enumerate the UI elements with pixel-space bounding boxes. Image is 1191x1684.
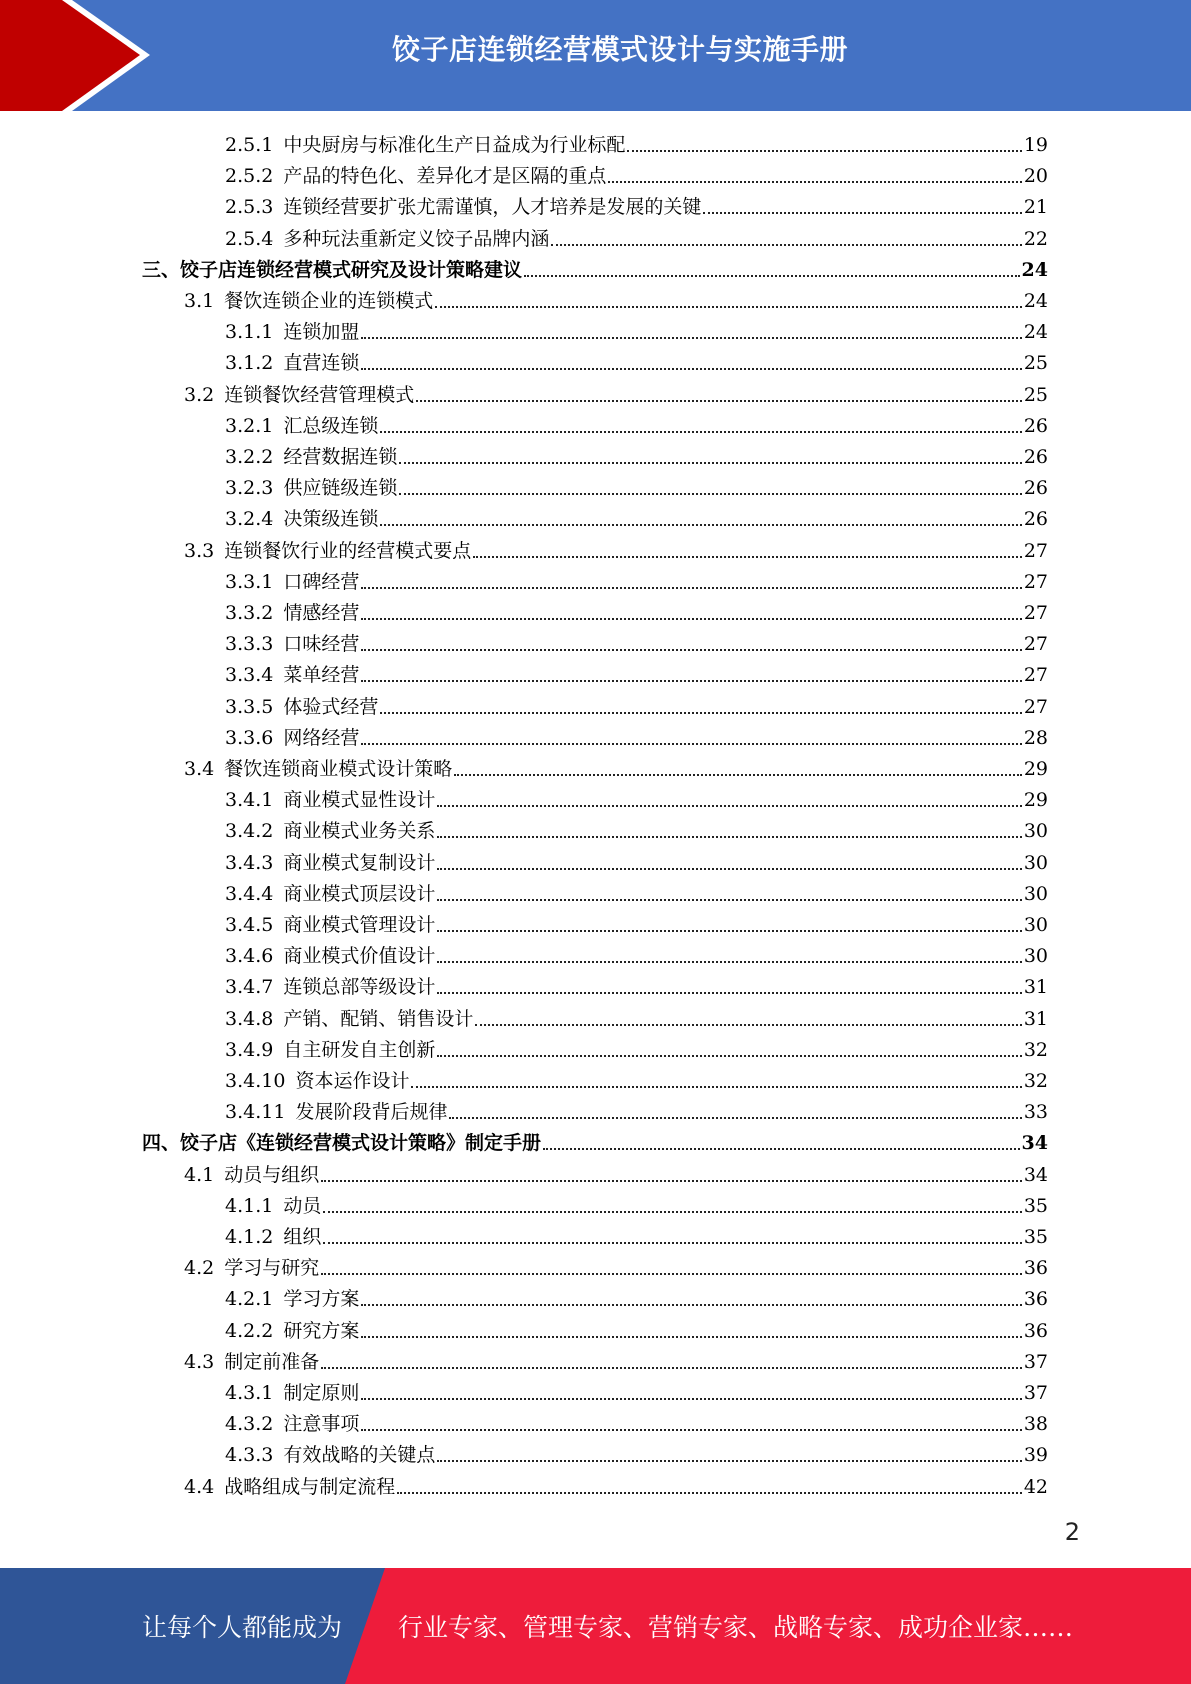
toc-dot-leader [435,306,1022,308]
toc-dot-leader [361,743,1021,745]
toc-dot-leader [361,1429,1021,1431]
toc-entry-title: 学习方案 [283,1288,360,1310]
toc-entry-number: 3.4 [184,758,215,780]
toc-entry[interactable] [225,781,1048,812]
toc-dot-leader [361,368,1021,370]
toc-dot-leader [437,836,1021,838]
toc-entry-title: 餐饮连锁企业的连锁模式 [224,290,434,312]
toc-entry-page: 32 [1023,1070,1048,1092]
toc-entry[interactable] [225,313,1048,344]
toc-entry-page: 37 [1023,1351,1048,1373]
footer-slogan-left: 让每个人都能成为 [142,1613,343,1642]
toc-entry-page: 36 [1023,1288,1048,1310]
toc-entry-title: 供应链级连锁 [283,477,398,499]
toc-dot-leader [449,1117,1021,1119]
toc-entry-title: 连锁餐饮行业的经营模式要点 [224,540,472,562]
toc-entry-title: 发展阶段背后规律 [295,1101,448,1123]
toc-dot-leader [437,961,1021,963]
footer-slogan-right: 行业专家、管理专家、营销专家、战略专家、成功企业家…… [398,1613,1074,1642]
toc-entry-number: 4.2.2 [225,1320,274,1342]
toc-entry-title: 动员 [283,1195,322,1217]
toc-entry-number: 3.1.2 [225,352,274,374]
toc-entry-page: 36 [1023,1320,1048,1342]
toc-dot-leader [437,899,1021,901]
toc-entry-title: 连锁餐饮经营管理模式 [224,384,415,406]
toc-entry-title: 连锁经营要扩张尤需谨慎，人才培养是发展的关键 [283,196,702,218]
toc-entry-title: 网络经营 [283,727,360,749]
toc-entry-title: 战略组成与制定流程 [224,1476,396,1498]
toc-entry-number: 4.1.1 [225,1195,274,1217]
toc-entry-title: 研究方案 [283,1320,360,1342]
toc-entry-page: 27 [1023,571,1048,593]
toc-dot-leader [321,1180,1022,1182]
toc-entry-title: 菜单经营 [283,664,360,686]
page-header [0,0,1191,111]
toc-entry-number: 3.4.1 [225,789,274,811]
toc-entry-number: 3.4.7 [225,976,274,998]
toc-entry-title: 注意事项 [283,1413,360,1435]
toc-dot-leader [397,1492,1022,1494]
toc-dot-leader [361,618,1021,620]
toc-entry-page: 25 [1023,352,1048,374]
toc-entry[interactable] [225,1312,1048,1343]
toc-entry-page: 26 [1023,415,1048,437]
toc-entry-page: 31 [1023,1008,1048,1030]
toc-entry[interactable] [184,376,1048,407]
toc-entry-title: 商业模式管理设计 [283,914,436,936]
toc-dot-leader [475,1024,1021,1026]
toc-entry-page: 31 [1023,976,1048,998]
toc-entry-page: 39 [1023,1444,1048,1466]
toc-entry-number: 2.5.1 [225,134,274,156]
toc-entry[interactable] [184,750,1048,781]
toc-dot-leader [551,244,1021,246]
toc-entry-title: 商业模式复制设计 [283,852,436,874]
toc-entry-title: 餐饮连锁商业模式设计策略 [224,758,453,780]
toc-entry[interactable] [225,563,1048,594]
toc-entry-page: 36 [1023,1257,1048,1279]
toc-entry-title: 动员与组织 [224,1164,320,1186]
toc-entry-number: 4.2.1 [225,1288,274,1310]
toc-entry-number: 3.3.1 [225,571,274,593]
toc-entry[interactable] [225,1187,1048,1218]
toc-entry-number: 3.3.3 [225,633,274,655]
toc-dot-leader [380,524,1021,526]
toc-entry-number: 2.5.4 [225,228,274,250]
toc-dot-leader [361,1336,1021,1338]
toc-entry[interactable] [225,469,1048,500]
toc-entry-number: 3.4.6 [225,945,274,967]
toc-entry-number: 3.3.5 [225,696,274,718]
toc-entry[interactable] [225,812,1048,843]
toc-dot-leader [380,712,1021,714]
toc-entry[interactable] [225,875,1048,906]
toc-entry[interactable] [225,937,1048,968]
toc-dot-leader [399,493,1021,495]
toc-entry-number: 3.3.6 [225,727,274,749]
toc-entry[interactable] [225,1218,1048,1249]
toc-entry-page: 26 [1023,508,1048,530]
toc-entry[interactable] [225,1062,1048,1093]
toc-entry-page: 29 [1023,758,1048,780]
toc-dot-leader [321,1367,1022,1369]
toc-entry-page: 20 [1023,165,1048,187]
toc-dot-leader [361,649,1021,651]
toc-entry-number: 3.2.4 [225,508,274,530]
toc-entry-number: 3.4.8 [225,1008,274,1030]
toc-entry-title: 自主研发自主创新 [283,1039,436,1061]
toc-entry-number: 3.4.5 [225,914,274,936]
toc-entry[interactable] [142,1124,1048,1155]
toc-entry-title: 多种玩法重新定义饺子品牌内涵 [283,228,550,250]
toc-entry-page: 25 [1023,384,1048,406]
toc-entry-number: 4.3 [184,1351,215,1373]
toc-entry-page: 35 [1023,1226,1048,1248]
toc-entry[interactable] [225,1405,1048,1436]
toc-dot-leader [437,930,1021,932]
toc-dot-leader [703,212,1021,214]
toc-dot-leader [437,805,1021,807]
toc-dot-leader [416,400,1022,402]
toc-entry[interactable] [225,500,1048,531]
toc-entry-title: 四、饺子店《连锁经营模式设计策略》制定手册 [142,1132,542,1154]
toc-entry-page: 19 [1023,134,1048,156]
toc-entry-page: 42 [1023,1476,1048,1498]
toc-dot-leader [437,1055,1021,1057]
toc-entry[interactable] [184,282,1048,313]
toc-entry-title: 体验式经营 [283,696,379,718]
toc-entry-title: 商业模式显性设计 [283,789,436,811]
toc-entry-number: 4.3.2 [225,1413,274,1435]
toc-entry-title: 制定前准备 [224,1351,320,1373]
toc-dot-leader [437,868,1021,870]
toc-dot-leader [437,1460,1021,1462]
toc-entry-number: 3.4.2 [225,820,274,842]
toc-entry-title: 有效战略的关键点 [283,1444,436,1466]
toc-dot-leader [454,774,1022,776]
toc-entry-title: 三、饺子店连锁经营模式研究及设计策略建议 [142,259,523,281]
toc-dot-leader [399,462,1021,464]
toc-entry-page: 24 [1021,259,1048,281]
toc-entry-page: 27 [1023,664,1048,686]
toc-entry-number: 4.2 [184,1257,215,1279]
toc-dot-leader [323,1242,1021,1244]
toc-entry-page: 22 [1023,228,1048,250]
toc-dot-leader [608,181,1021,183]
toc-dot-leader [473,556,1022,558]
toc-entry-page: 29 [1023,789,1048,811]
toc-entry-page: 24 [1023,290,1048,312]
toc-entry-page: 30 [1023,820,1048,842]
toc-entry-number: 3.3 [184,540,215,562]
toc-entry-title: 商业模式业务关系 [283,820,436,842]
toc-entry-title: 经营数据连锁 [283,446,398,468]
toc-entry[interactable] [142,251,1048,282]
toc-entry[interactable] [225,1093,1048,1124]
toc-entry-title: 商业模式顶层设计 [283,883,436,905]
header-arrow-decoration [0,0,160,111]
toc-entry-title: 产品的特色化、差异化才是区隔的重点 [283,165,607,187]
toc-entry-title: 连锁总部等级设计 [283,976,436,998]
toc-entry-page: 37 [1023,1382,1048,1404]
toc-entry-title: 中央厨房与标准化生产日益成为行业标配 [283,134,626,156]
toc-entry-number: 3.4.10 [225,1070,286,1092]
toc-entry[interactable] [225,407,1048,438]
toc-entry-number: 3.4.4 [225,883,274,905]
toc-entry[interactable] [184,1156,1048,1187]
toc-entry-number: 3.2.3 [225,477,274,499]
toc-entry-page: 26 [1023,477,1048,499]
toc-dot-leader [323,1211,1021,1213]
toc-entry-number: 4.4 [184,1476,215,1498]
toc-entry-title: 直营连锁 [283,352,360,374]
toc-entry-number: 3.3.4 [225,664,274,686]
toc-dot-leader [321,1273,1022,1275]
toc-dot-leader [543,1148,1020,1150]
toc-dot-leader [380,431,1021,433]
toc-dot-leader [411,1086,1021,1088]
toc-entry-page: 34 [1023,1164,1048,1186]
toc-dot-leader [361,680,1021,682]
toc-entry[interactable] [225,656,1048,687]
toc-entry[interactable] [225,906,1048,937]
toc-entry[interactable] [225,126,1048,157]
toc-entry-number: 3.4.3 [225,852,274,874]
toc-entry[interactable] [184,1249,1048,1280]
toc-entry[interactable] [225,220,1048,251]
toc-entry-page: 27 [1023,633,1048,655]
toc-entry-page: 26 [1023,446,1048,468]
toc-entry-title: 连锁加盟 [283,321,360,343]
toc-entry-title: 决策级连锁 [283,508,379,530]
toc-dot-leader [361,587,1021,589]
toc-entry-number: 2.5.3 [225,196,274,218]
toc-entry-title: 商业模式价值设计 [283,945,436,967]
toc-entry[interactable] [184,1343,1048,1374]
toc-entry-title: 组织 [283,1226,322,1248]
document-title: 饺子店连锁经营模式设计与实施手册 [391,33,848,66]
toc-entry-page: 34 [1021,1132,1048,1154]
toc-entry-page: 38 [1023,1413,1048,1435]
toc-dot-leader [361,1398,1021,1400]
toc-entry-page: 30 [1023,883,1048,905]
toc-entry-page: 32 [1023,1039,1048,1061]
toc-entry[interactable] [184,1468,1048,1499]
toc-entry[interactable] [225,1374,1048,1405]
toc-entry-number: 3.1 [184,290,215,312]
toc-entry[interactable] [225,1280,1048,1311]
toc-entry-page: 27 [1023,696,1048,718]
toc-entry-page: 27 [1023,602,1048,624]
toc-entry-number: 3.2 [184,384,215,406]
page-number: 2 [1064,1518,1080,1546]
toc-entry[interactable] [225,1000,1048,1031]
toc-entry-page: 27 [1023,540,1048,562]
toc-entry[interactable] [225,844,1048,875]
toc-dot-leader [361,1304,1021,1306]
toc-entry-number: 3.3.2 [225,602,274,624]
toc-entry-page: 21 [1023,196,1048,218]
toc-entry-title: 学习与研究 [224,1257,320,1279]
toc-entry-number: 4.3.1 [225,1382,274,1404]
toc-entry-title: 制定原则 [283,1382,360,1404]
toc-entry-page: 30 [1023,852,1048,874]
toc-entry-title: 情感经营 [283,602,360,624]
toc-dot-leader [361,337,1021,339]
toc-entry-number: 2.5.2 [225,165,274,187]
toc-entry-number: 3.4.11 [225,1101,286,1123]
toc-entry-number: 3.4.9 [225,1039,274,1061]
toc-entry-page: 28 [1023,727,1048,749]
toc-entry-number: 4.3.3 [225,1444,274,1466]
toc-entry-title: 资本运作设计 [295,1070,410,1092]
toc-entry[interactable] [225,438,1048,469]
toc-entry-title: 汇总级连锁 [283,415,379,437]
toc-entry-page: 30 [1023,914,1048,936]
toc-dot-leader [627,150,1021,152]
toc-entry[interactable] [225,344,1048,375]
toc-entry-number: 3.1.1 [225,321,274,343]
toc-entry[interactable] [225,625,1048,656]
toc-entry[interactable] [225,719,1048,750]
toc-entry-title: 口味经营 [283,633,360,655]
toc-entry[interactable] [225,188,1048,219]
toc-entry-title: 产销、配销、销售设计 [283,1008,474,1030]
toc-entry[interactable] [225,968,1048,999]
toc-entry-page: 33 [1023,1101,1048,1123]
toc-dot-leader [437,992,1021,994]
toc-entry[interactable] [225,157,1048,188]
toc-dot-leader [524,275,1020,277]
toc-entry-number: 3.2.1 [225,415,274,437]
toc-entry-title: 口碑经营 [283,571,360,593]
toc-entry-number: 4.1.2 [225,1226,274,1248]
toc-entry-page: 24 [1023,321,1048,343]
toc-entry-page: 30 [1023,945,1048,967]
toc-entry[interactable] [225,1436,1048,1467]
toc-entry[interactable] [184,532,1048,563]
toc-entry-number: 3.2.2 [225,446,274,468]
toc-entry-number: 4.1 [184,1164,215,1186]
toc-entry[interactable] [225,1031,1048,1062]
toc-entry-page: 35 [1023,1195,1048,1217]
toc-entry[interactable] [225,688,1048,719]
page-footer [0,1568,1191,1684]
toc-entry[interactable] [225,594,1048,625]
